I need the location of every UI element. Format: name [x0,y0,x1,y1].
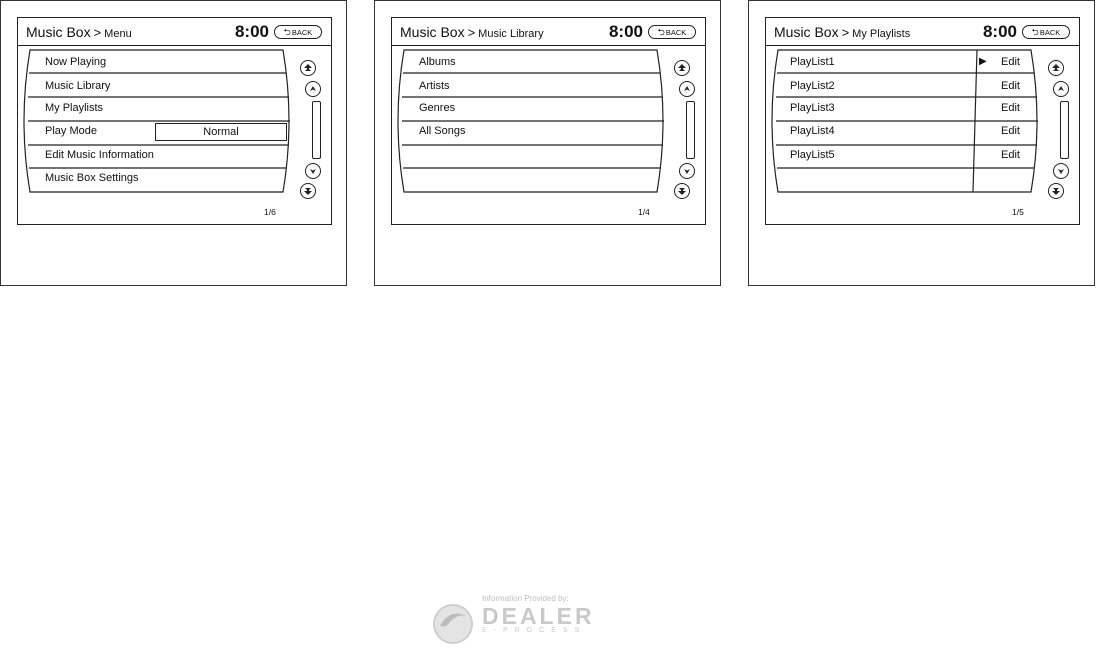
menu-item-my-playlists[interactable] [45,98,103,118]
scroll-top-button[interactable] [300,60,316,76]
dealer-brand: DEALER [482,603,595,629]
menu-item-music-library[interactable] [45,76,110,96]
display-screen [17,17,332,225]
menu-item-label: All Songs [419,125,466,137]
playlist-item-1[interactable] [790,52,835,72]
header-bar [392,18,705,46]
breadcrumb-separator: > [841,25,850,40]
header-bar [18,18,331,46]
page-title: Menu [104,28,132,40]
screen-panel-music-library [374,0,721,286]
scrollbar-track[interactable] [312,101,321,159]
back-arrow-icon: ⮌ [1031,26,1039,37]
scroll-down-button[interactable] [679,163,695,179]
clock: 8:00 [982,22,1017,41]
scrollbar-track[interactable] [1060,101,1069,159]
scroll-bottom-button[interactable] [300,183,316,199]
playlist-label: PlayList2 [790,80,835,92]
back-label: BACK [291,27,313,37]
dealer-subtitle: E-PROCESS [482,627,587,634]
screen-panel-menu [0,0,347,286]
back-label: BACK [665,27,687,37]
library-list [392,46,672,196]
edit-button-1[interactable]: Edit [1001,56,1020,68]
page-indicator: 1/5 [1012,207,1024,217]
down-arrow-icon [1056,166,1066,176]
breadcrumb [774,24,910,40]
clock: 8:00 [234,22,269,41]
back-button[interactable] [648,25,696,39]
page-indicator: 1/6 [264,207,276,217]
library-item-genres[interactable] [419,98,455,118]
playlist-label: PlayList4 [790,125,835,137]
dealer-logo-icon [430,600,476,646]
breadcrumb [26,24,132,40]
scroll-up-button[interactable] [1053,81,1069,97]
playlist-label: PlayList1 [790,56,835,68]
display-screen [391,17,706,225]
app-title: Music Box [774,24,839,40]
breadcrumb-separator: > [467,25,476,40]
scroll-up-button[interactable] [679,81,695,97]
page-title: Music Library [478,28,544,40]
scroll-down-button[interactable] [305,163,321,179]
menu-item-label: Music Box Settings [45,172,139,184]
library-item-all-songs[interactable] [419,121,465,141]
up-arrow-icon [1056,84,1066,94]
breadcrumb [400,24,544,40]
menu-item-play-mode[interactable] [45,121,97,141]
menu-item-edit-music-information[interactable] [45,145,154,165]
playlist-list [766,46,1046,196]
breadcrumb-separator: > [93,25,102,40]
up-arrow-icon [308,84,318,94]
library-item-artists[interactable] [419,76,450,96]
edit-button-5[interactable]: Edit [1001,149,1020,161]
header-bar [766,18,1079,46]
double-down-arrow-icon [303,186,313,196]
up-arrow-icon [682,84,692,94]
page-indicator: 1/4 [638,207,650,217]
display-screen [765,17,1080,225]
scroll-up-button[interactable] [305,81,321,97]
dealer-watermark [430,594,630,650]
scroll-top-button[interactable] [674,60,690,76]
library-item-albums[interactable] [419,52,456,72]
selection-arrow-icon: ▶ [979,56,987,67]
scroll-top-button[interactable] [1048,60,1064,76]
menu-item-label: Play Mode [45,125,97,137]
play-mode-value[interactable]: Normal [155,123,287,141]
menu-item-label: Now Playing [45,56,107,68]
scroll-down-button[interactable] [1053,163,1069,179]
edit-button-4[interactable]: Edit [1001,125,1020,137]
playlist-item-3[interactable] [790,98,835,118]
edit-button-3[interactable]: Edit [1001,102,1020,114]
menu-item-music-box-settings[interactable] [45,168,139,188]
playlist-item-4[interactable] [790,121,835,141]
playlist-label: PlayList5 [790,149,835,161]
menu-list [18,46,298,196]
scroll-bottom-button[interactable] [674,183,690,199]
menu-item-label: Artists [419,80,450,92]
double-down-arrow-icon [677,186,687,196]
provided-by-text: Information Provided by: [482,594,569,603]
back-button[interactable] [274,25,322,39]
menu-item-label: Music Library [45,80,111,92]
double-up-arrow-icon [303,63,313,73]
playlist-item-5[interactable] [790,145,835,165]
page-title: My Playlists [852,28,911,40]
edit-button-2[interactable]: Edit [1001,80,1020,92]
back-button[interactable] [1022,25,1070,39]
menu-item-now-playing[interactable] [45,52,106,72]
menu-item-label: My Playlists [45,102,104,114]
down-arrow-icon [682,166,692,176]
menu-item-label: Edit Music Information [45,149,154,161]
double-up-arrow-icon [677,63,687,73]
down-arrow-icon [308,166,318,176]
app-title: Music Box [400,24,465,40]
scrollbar-track[interactable] [686,101,695,159]
back-arrow-icon: ⮌ [283,26,291,37]
playlist-label: PlayList3 [790,102,835,114]
menu-item-label: Genres [419,102,456,114]
double-up-arrow-icon [1051,63,1061,73]
clock: 8:00 [608,22,643,41]
playlist-item-2[interactable] [790,76,835,96]
back-arrow-icon: ⮌ [657,26,665,37]
menu-item-label: Albums [419,56,456,68]
back-label: BACK [1039,27,1061,37]
app-title: Music Box [26,24,91,40]
scroll-bottom-button[interactable] [1048,183,1064,199]
screen-panel-my-playlists [748,0,1095,286]
double-down-arrow-icon [1051,186,1061,196]
